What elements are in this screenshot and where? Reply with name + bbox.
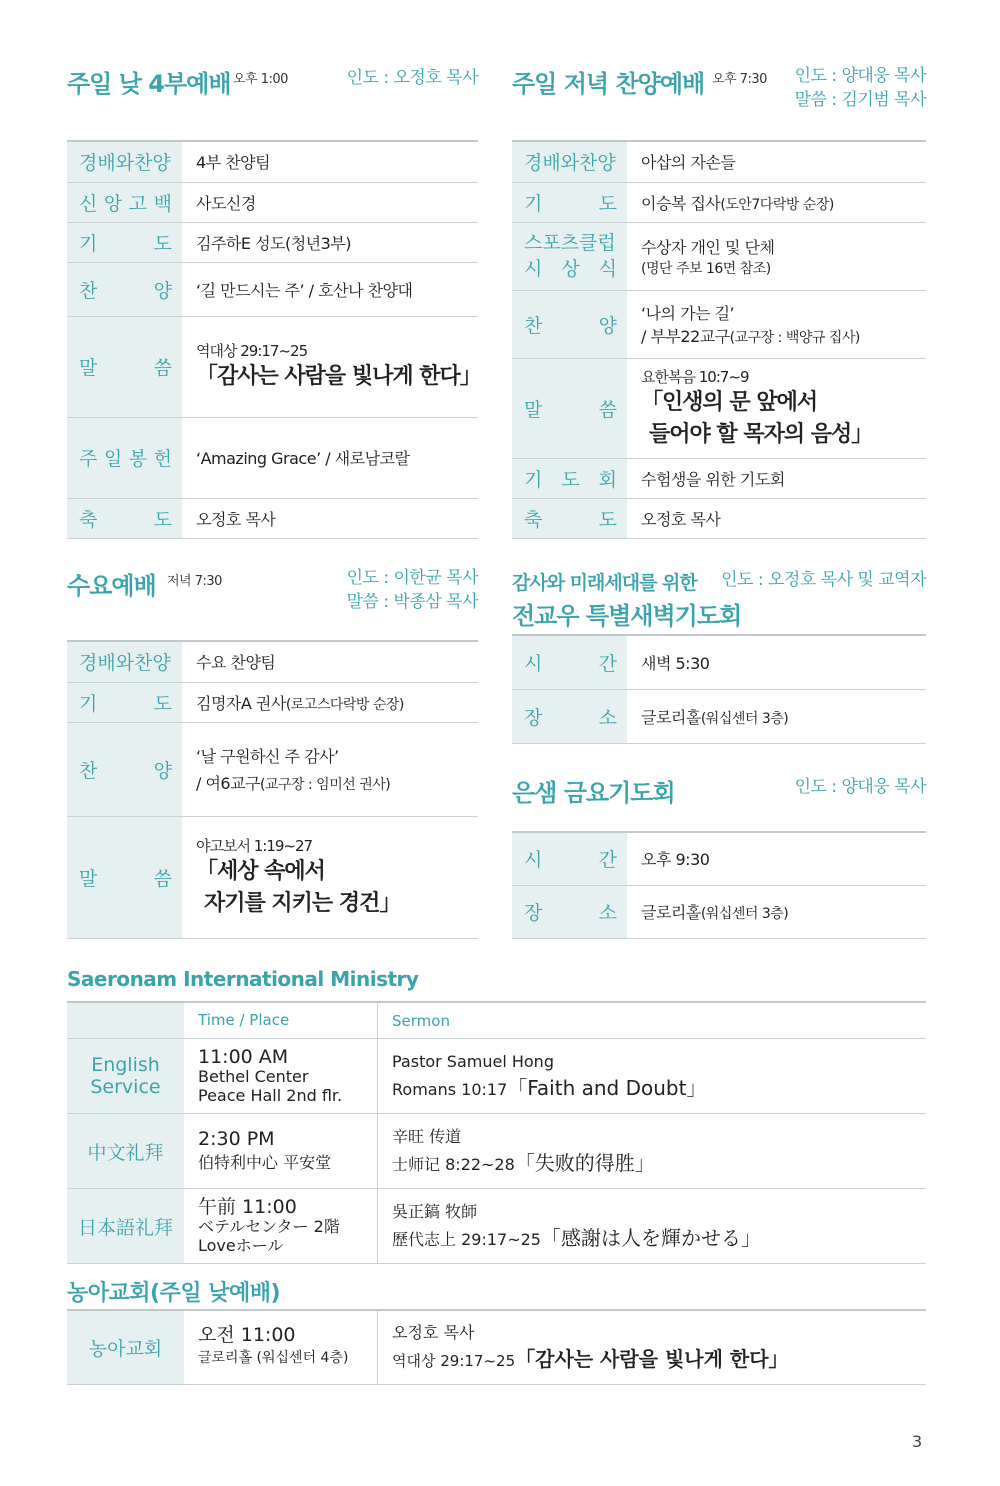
row-value: 오정호 목사 <box>627 498 926 538</box>
sunday4-table <box>67 140 481 539</box>
row-value <box>182 316 481 417</box>
sermon-title: 「인생의 문 앞에서 <box>641 389 818 415</box>
section-title: 주일 저녁 찬양예배 <box>512 70 705 98</box>
row-value: 수요 찬양팀 <box>182 641 478 682</box>
table-row <box>67 262 478 316</box>
page-number: 3 <box>912 1432 923 1451</box>
wednesday-section <box>67 566 478 916</box>
header-empty <box>67 1002 184 1039</box>
wednesday-header <box>67 566 478 612</box>
table-row <box>512 290 926 358</box>
friday-prayer-section <box>512 773 926 924</box>
table-row <box>67 1310 926 1384</box>
table-row <box>512 498 926 538</box>
row-label: 축 도 <box>67 498 182 538</box>
row-label: 찬 양 <box>67 722 182 816</box>
row-value: 글로리홀(워십센터 3층) <box>627 689 926 743</box>
sermon-title: 「감사는 사람을 빛나게 한다」 <box>196 364 481 389</box>
sermon-info: 오정호 목사 역대상 29:17~25「감사는 사람을 빛나게 한다」 <box>378 1310 927 1384</box>
friday-prayer-header <box>512 773 926 807</box>
row-value: 김주하E 성도(청년3부) <box>182 222 478 262</box>
row-label: 말 씀 <box>67 316 182 417</box>
sermon-info: 辛旺 传道 士师记 8:22~28「失败的得胜」 <box>378 1114 927 1189</box>
service-time: 저녁 7:30 <box>167 574 222 589</box>
sim-header-row <box>67 1002 926 1039</box>
row-value: 수험생을 위한 기도회 <box>627 458 926 498</box>
row-label: 말 씀 <box>67 816 182 938</box>
row-value: ‘날 구원하신 주 감사’ / 여6교구(교구장 : 임미선 권사) <box>182 722 478 816</box>
table-row <box>512 458 926 498</box>
table-row <box>512 885 926 938</box>
row-value: ‘길 만드시는 주’ / 호산나 찬양대 <box>182 262 478 316</box>
table-row <box>512 222 926 290</box>
scripture-ref: 야고보서 1:19~27 <box>196 836 313 855</box>
sermon-info: 吳正鎬 牧師 歷代志上 29:17~25「感謝は人を輝かせる」 <box>378 1189 927 1264</box>
section-title: 주일 낮 4부예배 <box>67 70 231 98</box>
sermon-info: Pastor Samuel Hong Romans 10:17「Faith and Doubt」 <box>378 1039 927 1114</box>
row-label: 시 간 <box>512 635 627 689</box>
time-place: 오전 11:00 글로리홀 (워십센터 4층) <box>184 1310 378 1384</box>
row-value: 아삽의 자손들 <box>627 141 926 182</box>
table-row <box>67 498 478 538</box>
table-row <box>512 689 926 743</box>
row-label: 스포츠클럽 시 상 식 <box>512 222 627 290</box>
row-label: 기 도 <box>67 222 182 262</box>
table-row <box>67 417 478 498</box>
table-row <box>512 358 926 458</box>
table-row <box>67 816 478 938</box>
table-row <box>512 635 926 689</box>
row-value: 4부 찬양팀 <box>182 141 478 182</box>
row-value: 이승복 집사(도안7다락방 순장) <box>627 182 926 222</box>
table-row <box>512 182 926 222</box>
row-value: ‘Amazing Grace’ / 새로남코랄 <box>182 417 478 498</box>
leader: 인도 : 양대웅 목사 말씀 : 김기범 목사 <box>794 66 926 110</box>
scripture-ref: 역대상 29:17~25 <box>196 342 308 360</box>
section-subtitle: 감사와 미래세대를 위한 <box>512 572 697 594</box>
sermon-title-line2: 자기를 지키는 경건」 <box>204 890 401 916</box>
leader: 인도 : 이한균 목사 말씀 : 박종삼 목사 <box>346 568 478 612</box>
service-label: English Service <box>67 1039 184 1114</box>
row-value: 오정호 목사 <box>182 498 478 538</box>
dawn-prayer-section <box>512 566 926 729</box>
row-value: 수상자 개인 및 단체 (명단 주보 16면 참조) <box>627 222 926 290</box>
row-value: 오후 9:30 <box>627 832 926 885</box>
row-label: 주 일 봉 헌 <box>67 417 182 498</box>
table-row <box>67 722 478 816</box>
section-title: 전교우 특별새벽기도회 <box>512 602 742 630</box>
row-value: ‘나의 가는 길’ / 부부22교구(교구장 : 백양규 집사) <box>627 290 926 358</box>
leader: 인도 : 양대웅 목사 <box>794 777 926 797</box>
sermon-title: 「세상 속에서 <box>196 858 325 884</box>
table-row <box>67 641 478 682</box>
deaf-church-title: 농아교회(주일 낮예배) <box>67 1281 281 1306</box>
table-row <box>67 182 478 222</box>
dawn-prayer-table <box>512 634 926 744</box>
row-label: 경배와찬양 <box>67 641 182 682</box>
dawn-prayer-header <box>512 566 926 630</box>
section-title: 은샘 금요기도회 <box>512 779 675 807</box>
leader: 인도 : 오정호 목사 및 교역자 <box>721 570 926 590</box>
row-label: 찬 양 <box>512 290 627 358</box>
time-place: 午前 11:00 ベテルセンター 2階 Loveホール <box>184 1189 378 1264</box>
time-place: 2:30 PM 伯特利中心 平安堂 <box>184 1114 378 1189</box>
section-title: 수요예배 <box>67 572 156 600</box>
leader: 인도 : 오정호 목사 <box>346 68 478 88</box>
service-time: 오후 7:30 <box>712 72 767 87</box>
sunday-evening-section <box>512 64 926 531</box>
table-row <box>512 141 926 182</box>
table-row <box>67 1039 926 1114</box>
row-value: 김명자A 권사(로고스다락방 순장) <box>182 682 478 722</box>
service-time: 오후 1:00 <box>233 72 288 87</box>
row-label: 경배와찬양 <box>67 141 182 182</box>
row-label: 기 도 회 <box>512 458 627 498</box>
row-label: 축 도 <box>512 498 627 538</box>
row-label: 경배와찬양 <box>512 141 627 182</box>
header-time-place: Time / Place <box>184 1002 378 1039</box>
sermon-title-line2: 들어야 할 목자의 음성」 <box>649 421 873 447</box>
table-row <box>67 682 478 722</box>
table-row <box>67 222 478 262</box>
service-label: 日本語礼拜 <box>67 1189 184 1264</box>
sunday-evening-header <box>512 64 926 110</box>
time-place: 11:00 AM Bethel Center Peace Hall 2nd flr. <box>184 1039 378 1114</box>
table-row <box>67 1189 926 1264</box>
table-row <box>67 316 478 417</box>
row-label: 시 간 <box>512 832 627 885</box>
table-row <box>67 1114 926 1189</box>
sunday-evening-table <box>512 140 926 539</box>
header-sermon: Sermon <box>378 1002 927 1039</box>
friday-prayer-table <box>512 831 926 939</box>
row-value: 새벽 5:30 <box>627 635 926 689</box>
row-label: 장 소 <box>512 689 627 743</box>
row-label: 찬 양 <box>67 262 182 316</box>
service-label: 中文礼拜 <box>67 1114 184 1189</box>
table-row <box>512 832 926 885</box>
row-label: 장 소 <box>512 885 627 938</box>
row-label: 기 도 <box>512 182 627 222</box>
wednesday-table <box>67 640 478 939</box>
deaf-church-table <box>67 1309 926 1385</box>
sunday4-section <box>67 64 481 531</box>
service-label: 농아교회 <box>67 1310 184 1384</box>
sim-table <box>67 1001 926 1264</box>
scripture-ref: 요한복음 10:7~9 <box>641 367 749 386</box>
row-value: 글로리홀(워십센터 3층) <box>627 885 926 938</box>
row-label: 말 씀 <box>512 358 627 458</box>
row-value <box>182 816 478 938</box>
sim-title: Saeronam International Ministry <box>67 967 419 991</box>
row-label: 기 도 <box>67 682 182 722</box>
sunday4-header <box>67 64 478 98</box>
row-value: 사도신경 <box>182 182 478 222</box>
row-value <box>627 358 926 458</box>
row-label: 신 앙 고 백 <box>67 182 182 222</box>
table-row <box>67 141 478 182</box>
